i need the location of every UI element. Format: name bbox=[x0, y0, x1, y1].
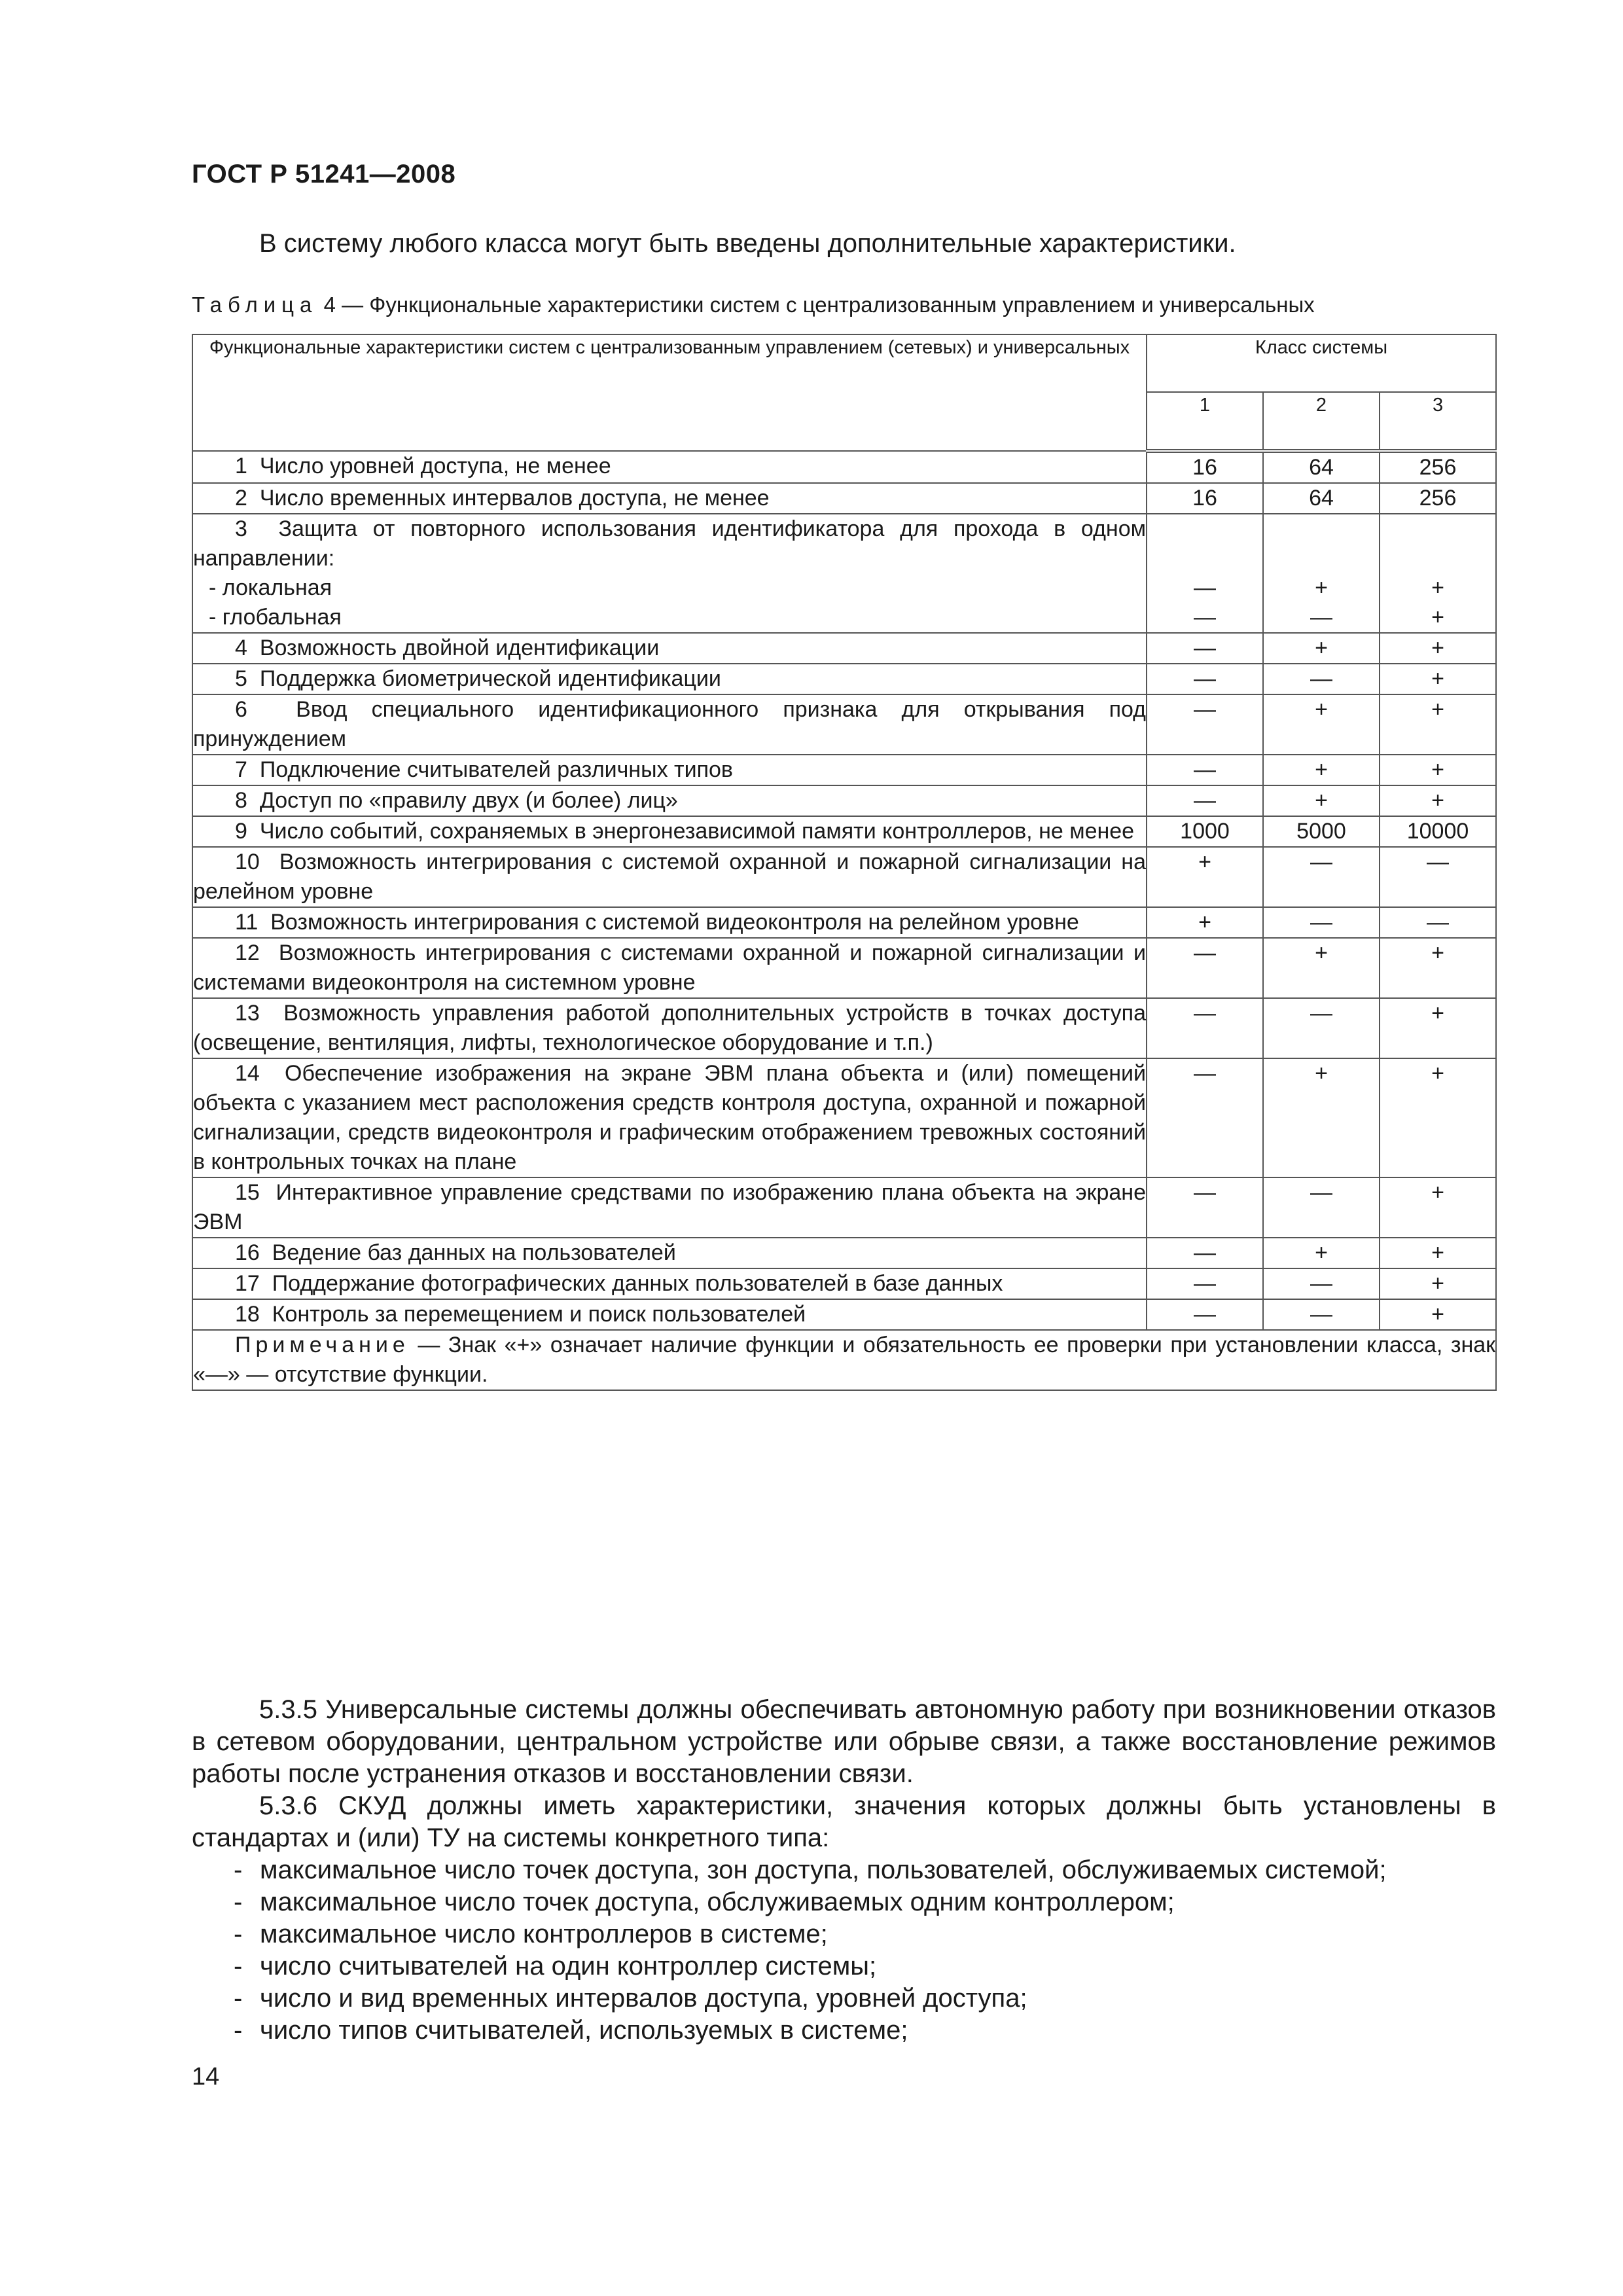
list-item: - максимальное число точек доступа, обслуживаемых одним контроллером; bbox=[192, 1886, 1496, 1918]
class-2-value: 64 bbox=[1263, 451, 1380, 483]
class-1-value: — bbox=[1147, 1238, 1263, 1268]
class-2-value: — bbox=[1263, 664, 1380, 694]
feature-number: 8 bbox=[235, 788, 247, 813]
class-3-value: + bbox=[1380, 694, 1496, 755]
table-caption-word: Таблица bbox=[192, 293, 318, 317]
class-2-value: — bbox=[1263, 1177, 1380, 1238]
list-item: - максимальное число контроллеров в системе; bbox=[192, 1918, 1496, 1950]
table-row bbox=[192, 785, 1496, 816]
table-row bbox=[192, 1058, 1496, 1177]
header-class-2: 2 bbox=[1263, 392, 1380, 451]
feature-cell bbox=[192, 664, 1147, 694]
feature-text: Обеспечение изображения на экране ЭВМ плана объекта и (или) помещений объекта с указанием мест расположения средств контроля доступа, охранной и пожарной сигнализации, средств видеоконтроля и графическим отображением тревожных состояний в контрольных точках на плане bbox=[193, 1061, 1146, 1174]
table-caption-text: 4 — Функциональные характеристики систем с централизованным управлением и универсальных bbox=[323, 293, 1315, 317]
header-class-3: 3 bbox=[1380, 392, 1496, 451]
feature-number: 2 bbox=[235, 486, 247, 511]
feature-text: Поддержка биометрической идентификации bbox=[259, 666, 721, 691]
feature-number: 7 bbox=[235, 757, 247, 782]
body-text bbox=[192, 1694, 1496, 2047]
subitem-value: — bbox=[1194, 605, 1216, 630]
feature-text: Ведение баз данных на пользователей bbox=[272, 1240, 676, 1265]
class-3-value: + bbox=[1380, 633, 1496, 664]
class-3-value: 256 bbox=[1380, 451, 1496, 483]
class-3-value: 10000 bbox=[1380, 816, 1496, 847]
class-2-value: — bbox=[1263, 1268, 1380, 1299]
feature-text: Ввод специального идентификационного признака для открывания под принуждением bbox=[193, 697, 1146, 751]
class-3-value: + bbox=[1380, 1299, 1496, 1330]
class-1-value: — bbox=[1147, 1268, 1263, 1299]
feature-cell bbox=[192, 483, 1147, 514]
subitem-value: + bbox=[1315, 575, 1328, 600]
table-row bbox=[192, 1177, 1496, 1238]
paragraph-5-3-6: 5.3.6 СКУД должны иметь характеристики, значения которых должны быть установлены в стандартах и (или) ТУ на системы конкретного типа: bbox=[192, 1791, 1496, 1852]
class-3-value: — bbox=[1380, 907, 1496, 938]
feature-cell bbox=[192, 633, 1147, 664]
class-1-value: — bbox=[1147, 664, 1263, 694]
class-1-value: 16 bbox=[1147, 451, 1263, 483]
class-1-value: — bbox=[1147, 755, 1263, 785]
subitem-value: + bbox=[1431, 575, 1444, 600]
class-3-value: 256 bbox=[1380, 483, 1496, 514]
feature-cell bbox=[192, 816, 1147, 847]
feature-number: 1 bbox=[235, 454, 247, 478]
features-table bbox=[192, 334, 1497, 1391]
feature-number: 9 bbox=[235, 819, 247, 844]
feature-number: 3 bbox=[235, 516, 247, 541]
feature-number: 12 bbox=[235, 941, 260, 965]
feature-text: Возможность интегрирования с системой видеоконтроля на релейном уровне bbox=[270, 910, 1079, 935]
feature-number: 17 bbox=[235, 1271, 260, 1296]
class-2-value: 64 bbox=[1263, 483, 1380, 514]
list-item: - число считывателей на один контроллер системы; bbox=[192, 1950, 1496, 1982]
class-3-value: + bbox=[1380, 1268, 1496, 1299]
class-1-value: — bbox=[1147, 1177, 1263, 1238]
feature-number: 10 bbox=[235, 850, 260, 874]
feature-cell bbox=[192, 847, 1147, 907]
subitem-value: — bbox=[1310, 605, 1332, 630]
class-1-value: — bbox=[1147, 785, 1263, 816]
class-2-value: — bbox=[1263, 998, 1380, 1058]
class-2-value: + bbox=[1263, 1238, 1380, 1268]
feature-text: Возможность управления работой дополнительных устройств в точках доступа (освещение, вентиляция, лифты, технологическое оборудование и т.п.) bbox=[193, 1001, 1146, 1055]
feature-cell bbox=[192, 907, 1147, 938]
class-3-value: — bbox=[1380, 847, 1496, 907]
feature-subitem: - глобальная bbox=[209, 605, 342, 630]
table-row bbox=[192, 1238, 1496, 1268]
table-row bbox=[192, 755, 1496, 785]
feature-cell bbox=[192, 998, 1147, 1058]
class-2-value: + bbox=[1263, 633, 1380, 664]
characteristics-list bbox=[192, 1854, 1496, 2047]
feature-text: Возможность интегрирования с системами охранной и пожарной сигнализации и системами видеоконтроля на системном уровне bbox=[193, 941, 1146, 995]
feature-text: Подключение считывателей различных типов bbox=[259, 757, 733, 782]
class-2-value: 5000 bbox=[1263, 816, 1380, 847]
feature-cell bbox=[192, 755, 1147, 785]
class-3-value: + bbox=[1380, 664, 1496, 694]
subitem-value: + bbox=[1431, 605, 1444, 630]
feature-text: Доступ по «правилу двух (и более) лиц» bbox=[259, 788, 678, 813]
list-item: - число и вид временных интервалов доступа, уровней доступа; bbox=[192, 1982, 1496, 2015]
class-1-value: — bbox=[1147, 938, 1263, 998]
class-1-value: + bbox=[1147, 847, 1263, 907]
feature-cell bbox=[192, 1299, 1147, 1330]
feature-text: Контроль за перемещением и поиск пользователей bbox=[272, 1302, 806, 1327]
value-spacer bbox=[1147, 514, 1262, 573]
class-3-value: + bbox=[1380, 1177, 1496, 1238]
feature-number: 15 bbox=[235, 1180, 260, 1205]
class-2-value: — bbox=[1263, 847, 1380, 907]
class-1-value: — bbox=[1147, 998, 1263, 1058]
intro-paragraph: В систему любого класса могут быть введены дополнительные характеристики. bbox=[259, 229, 1236, 258]
feature-cell bbox=[192, 785, 1147, 816]
feature-text: Число событий, сохраняемых в энергонезависимой памяти контроллеров, не менее bbox=[259, 819, 1135, 844]
feature-number: 13 bbox=[235, 1001, 260, 1026]
feature-text: Возможность двойной идентификации bbox=[259, 636, 660, 660]
class-3-value bbox=[1380, 514, 1496, 633]
class-1-value bbox=[1147, 514, 1263, 633]
class-2-value: + bbox=[1263, 694, 1380, 755]
class-1-value: 1000 bbox=[1147, 816, 1263, 847]
class-2-value: + bbox=[1263, 785, 1380, 816]
class-2-value: + bbox=[1263, 755, 1380, 785]
table-note bbox=[192, 1330, 1496, 1390]
class-2-value: — bbox=[1263, 907, 1380, 938]
list-item: - максимальное число точек доступа, зон доступа, пользователей, обслуживаемых системой; bbox=[192, 1854, 1496, 1886]
feature-text: Число временных интервалов доступа, не менее bbox=[259, 486, 770, 511]
header-class-1: 1 bbox=[1147, 392, 1263, 451]
paragraph-5-3-5: 5.3.5 Универсальные системы должны обеспечивать автономную работу при возникновении отказов в сетевом оборудовании, центральном устройстве или обрыве связи, а также восстановление режимов работы после устранения отказов и восстановлении связи. bbox=[192, 1695, 1496, 1788]
class-3-value: + bbox=[1380, 938, 1496, 998]
class-1-value: — bbox=[1147, 694, 1263, 755]
feature-number: 16 bbox=[235, 1240, 260, 1265]
table-row bbox=[192, 816, 1496, 847]
document-header: ГОСТ Р 51241—2008 bbox=[192, 160, 456, 188]
table-row bbox=[192, 847, 1496, 907]
table-row bbox=[192, 1268, 1496, 1299]
feature-cell bbox=[192, 938, 1147, 998]
feature-cell bbox=[192, 451, 1147, 483]
table-row bbox=[192, 938, 1496, 998]
class-2-value: + bbox=[1263, 1058, 1380, 1177]
page-number: 14 bbox=[192, 2063, 220, 2090]
table-row bbox=[192, 1299, 1496, 1330]
table-row bbox=[192, 514, 1496, 633]
feature-subitem: - локальная bbox=[209, 575, 332, 600]
table-row bbox=[192, 664, 1496, 694]
feature-text: Интерактивное управление средствами по изображению плана объекта на экране ЭВМ bbox=[193, 1180, 1146, 1234]
class-1-value: + bbox=[1147, 907, 1263, 938]
table-row bbox=[192, 483, 1496, 514]
feature-text: Число уровней доступа, не менее bbox=[259, 454, 611, 478]
class-1-value: — bbox=[1147, 633, 1263, 664]
feature-number: 11 bbox=[235, 910, 259, 935]
note-text: — Знак «+» означает наличие функции и обязательность ее проверки при установлении класса, знак «—» — отсутствие функции. bbox=[193, 1333, 1496, 1387]
feature-cell bbox=[192, 1238, 1147, 1268]
class-2-value: + bbox=[1263, 938, 1380, 998]
feature-number: 5 bbox=[235, 666, 247, 691]
class-1-value: — bbox=[1147, 1058, 1263, 1177]
feature-text: Поддержание фотографических данных пользователей в базе данных bbox=[272, 1271, 1003, 1296]
table-row bbox=[192, 633, 1496, 664]
class-3-value: + bbox=[1380, 755, 1496, 785]
list-item: - число типов считывателей, используемых в системе; bbox=[192, 2015, 1496, 2047]
class-1-value: — bbox=[1147, 1299, 1263, 1330]
class-1-value: 16 bbox=[1147, 483, 1263, 514]
table-body bbox=[192, 451, 1496, 1330]
feature-text: Возможность интегрирования с системой охранной и пожарной сигнализации на релейном уровне bbox=[193, 850, 1146, 904]
table-row bbox=[192, 451, 1496, 483]
feature-cell bbox=[192, 1177, 1147, 1238]
table-row bbox=[192, 694, 1496, 755]
note-lead: Примечание bbox=[235, 1333, 410, 1357]
feature-cell bbox=[192, 1058, 1147, 1177]
feature-number: 6 bbox=[235, 697, 247, 722]
value-spacer bbox=[1264, 514, 1379, 573]
header-class: Класс системы bbox=[1147, 334, 1496, 392]
table-row bbox=[192, 998, 1496, 1058]
class-3-value: + bbox=[1380, 785, 1496, 816]
feature-number: 14 bbox=[235, 1061, 260, 1086]
class-3-value: + bbox=[1380, 998, 1496, 1058]
class-2-value: — bbox=[1263, 1299, 1380, 1330]
subitem-value: — bbox=[1194, 575, 1216, 600]
class-3-value: + bbox=[1380, 1058, 1496, 1177]
class-3-value: + bbox=[1380, 1238, 1496, 1268]
feature-cell bbox=[192, 1268, 1147, 1299]
table-row bbox=[192, 907, 1496, 938]
class-2-value bbox=[1263, 514, 1380, 633]
feature-text: Защита от повторного использования идентификатора для прохода в одном направлении: bbox=[193, 516, 1146, 571]
feature-number: 18 bbox=[235, 1302, 260, 1327]
feature-cell bbox=[192, 514, 1147, 633]
feature-number: 4 bbox=[235, 636, 247, 660]
feature-cell bbox=[192, 694, 1147, 755]
header-feature: Функциональные характеристики систем с централизованным управлением (сетевых) и универсальных bbox=[192, 334, 1147, 451]
value-spacer bbox=[1380, 514, 1495, 573]
table-caption bbox=[192, 293, 1315, 317]
